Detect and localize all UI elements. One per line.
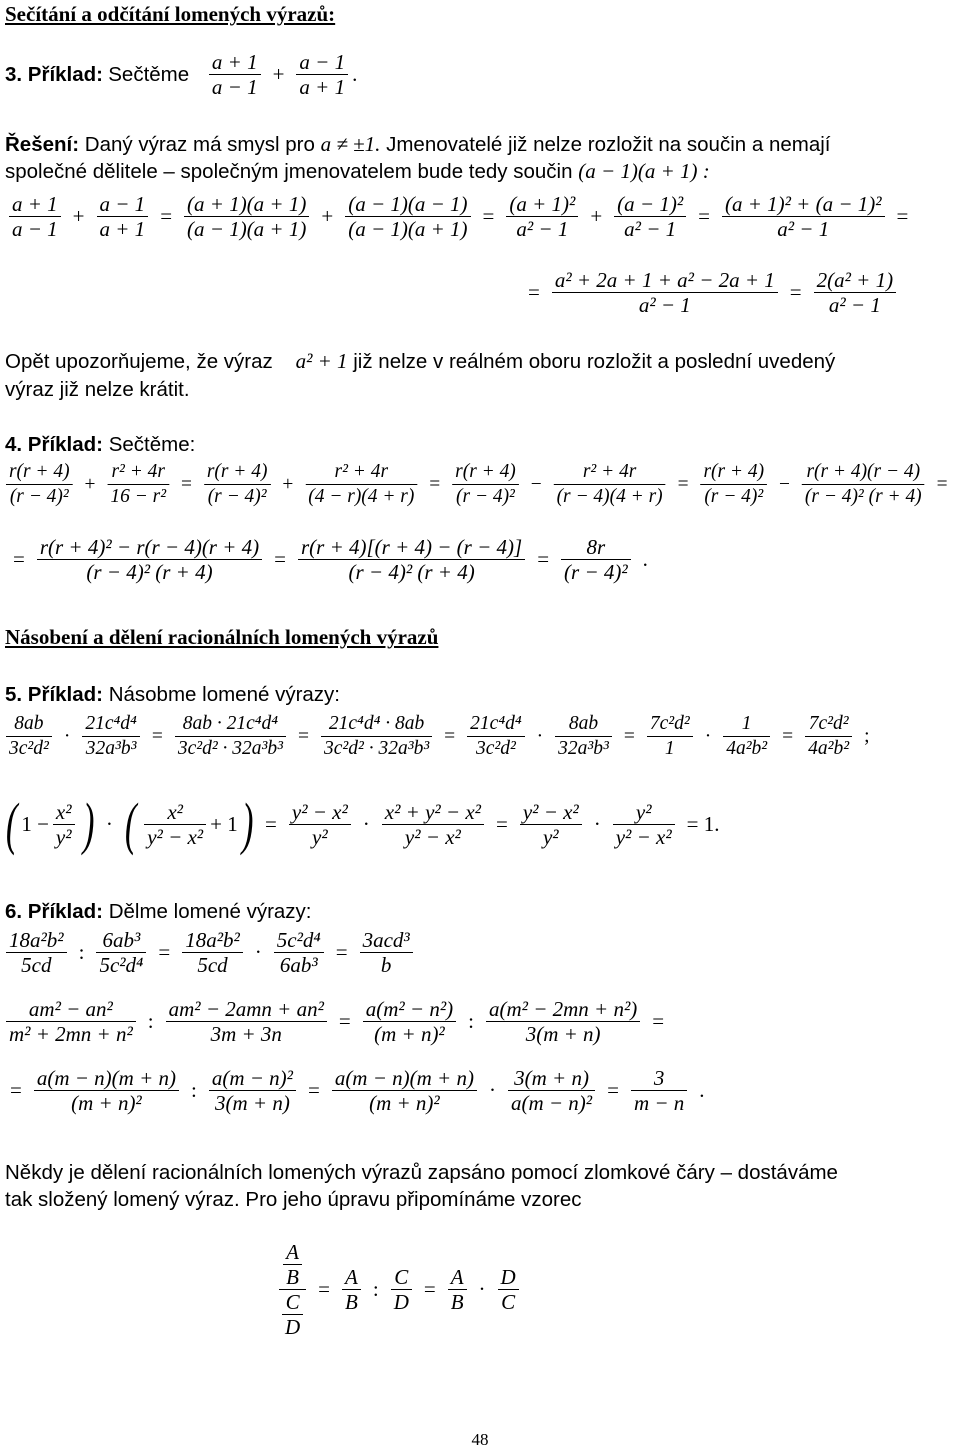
fraction — [631, 1066, 687, 1115]
numerator: a(m − n)(m + n) — [36, 1066, 176, 1090]
operator: : — [468, 1009, 474, 1033]
fraction: $\frac{\text{x²}}{\text{y²}}$ — [53, 800, 75, 849]
numerator: r(r + 4)(r − 4) — [806, 461, 921, 482]
denominator: (r − 4)² — [9, 486, 69, 507]
denominator: 6ab³ — [279, 953, 318, 977]
numerator: D — [500, 1265, 516, 1289]
example-6-header — [5, 899, 312, 925]
operator: · — [254, 940, 262, 964]
numerator: 8r — [586, 535, 606, 559]
fraction — [498, 1265, 519, 1314]
operator: + — [84, 473, 96, 495]
numerator: 2(a² + 1) — [816, 268, 894, 292]
fraction — [700, 460, 767, 509]
numerator: r(r + 4)[(r + 4) − (r − 4)] — [301, 535, 523, 559]
operator: = — [482, 204, 495, 228]
operator: · — [478, 1277, 486, 1301]
operator: = — [537, 547, 550, 571]
fraction — [209, 1066, 296, 1115]
denominator: y² — [312, 824, 328, 849]
denominator: 32a³b³ — [558, 738, 609, 759]
numerator: a + 1 — [12, 192, 58, 216]
numerator: y² — [635, 799, 652, 824]
numerator: am² − 2amn + an² — [168, 997, 324, 1021]
fraction — [34, 1066, 179, 1115]
fraction — [554, 460, 666, 509]
numerator: r(r + 4) — [8, 461, 70, 482]
example-verb: Násobme lomené výrazy: — [108, 683, 340, 706]
fraction — [107, 460, 169, 509]
fraction — [506, 192, 578, 241]
example-5-header — [5, 682, 340, 708]
operator: − — [530, 473, 542, 495]
operator: = — [318, 1277, 331, 1301]
numerator: a(m² − 2mn + n²) — [488, 997, 638, 1021]
denominator: (r − 4)² (r + 4) — [86, 560, 213, 584]
fraction — [360, 928, 413, 977]
operator: = — [782, 725, 794, 747]
numerator: (a + 1)² + (a − 1)² — [724, 192, 882, 216]
fraction — [6, 712, 52, 761]
numerator: 3 — [653, 1066, 665, 1090]
operator: : — [191, 1078, 197, 1102]
fraction — [805, 712, 852, 761]
note-text: Opět upozorňujeme, že výraz — [5, 350, 273, 373]
denominator: (r − 4)² — [704, 486, 764, 507]
paren: ( — [124, 791, 137, 856]
numerator: r(r + 4)² − r(r − 4)(r + 4) — [39, 535, 260, 559]
equation-row — [2, 712, 878, 761]
denominator: (a − 1)(a + 1) — [187, 217, 307, 241]
operator: = — [423, 1277, 436, 1301]
numerator: (a + 1)(a + 1) — [187, 192, 307, 216]
equation-row — [2, 460, 955, 509]
term: 1 − — [21, 811, 49, 836]
numerator: a − 1 — [99, 192, 146, 216]
numerator: r² + 4r — [582, 461, 637, 482]
operator: · — [362, 811, 370, 836]
solution-line-1 — [5, 131, 831, 158]
numerator: 3(m + n) — [514, 1066, 589, 1090]
numerator: 7c²d² — [808, 713, 849, 734]
denominator: 5cd — [197, 953, 228, 977]
denominator: (r − 4)² (r + 4) — [348, 560, 475, 584]
operator: : — [147, 1009, 154, 1033]
operator: = — [338, 1009, 351, 1033]
fraction — [175, 712, 286, 761]
denominator: 3c²d² · 32a³b³ — [177, 738, 283, 759]
numerator: A — [345, 1265, 358, 1289]
operator: = — [677, 473, 689, 495]
numerator: 18a²b² — [185, 928, 240, 952]
fraction — [305, 460, 417, 509]
numerator: 21c⁴d⁴ — [470, 713, 522, 734]
fraction — [722, 192, 885, 241]
operator: = — [298, 725, 309, 747]
operator: . — [642, 547, 648, 571]
denominator: 5c²d⁴ — [99, 953, 144, 977]
numerator: 8ab — [568, 713, 599, 734]
numerator: r² + 4r — [111, 461, 165, 482]
fraction — [613, 800, 675, 849]
fraction — [166, 997, 327, 1046]
operator: = — [307, 1078, 320, 1102]
numerator: (a − 1)(a − 1) — [348, 192, 468, 216]
denominator: m² + 2mn + n² — [9, 1022, 133, 1046]
operator: = 1. — [686, 811, 720, 836]
numerator: 8ab · 21c⁴d⁴ — [182, 713, 279, 734]
denominator: y² — [542, 824, 559, 849]
numerator: y² − x² — [291, 799, 348, 824]
fraction — [467, 712, 524, 761]
equation-continuation — [257, 800, 727, 849]
fraction — [448, 1265, 467, 1314]
operator: = — [429, 473, 441, 495]
fraction — [647, 712, 693, 761]
operator: . — [699, 1078, 705, 1102]
fraction — [486, 997, 640, 1046]
numerator: r(r + 4) — [206, 461, 268, 482]
operator: = — [896, 204, 909, 228]
fraction — [382, 800, 484, 849]
numerator: a(m − n)² — [211, 1066, 293, 1090]
operator: : — [78, 940, 85, 964]
paren: ( — [5, 791, 18, 856]
denominator: (4 − r)(4 + r) — [308, 486, 415, 507]
fraction — [9, 192, 61, 241]
equation-row — [2, 1066, 713, 1115]
denominator: B — [345, 1290, 358, 1314]
solution-text: společné dělitele – společným jmenovatelem bude tedy součin — [5, 160, 573, 183]
operator: : — [372, 1277, 379, 1301]
denominator: a² − 1 — [828, 293, 881, 317]
denominator: C — [501, 1290, 516, 1314]
section-heading: Násobení a dělení racionálních lomených výrazů — [5, 625, 439, 649]
operator: · — [704, 725, 712, 747]
fraction — [274, 928, 324, 977]
denominator: a(m − n)² — [510, 1091, 593, 1115]
fraction — [182, 928, 243, 977]
equation-row — [5, 192, 916, 241]
operator: = — [13, 547, 25, 571]
numerator: r² + 4r — [334, 461, 389, 482]
fraction — [289, 800, 351, 849]
denominator: y² − x² — [404, 824, 461, 849]
example-label: 3. Příklad: — [5, 62, 103, 86]
denominator: 32a³b³ — [85, 738, 137, 759]
equation-row — [2, 997, 672, 1046]
note-text: již nelze v reálném oboru rozložit a poslední uvedený — [353, 350, 836, 373]
operator: = — [789, 280, 802, 304]
numerator: a(m − n)(m + n) — [334, 1066, 474, 1090]
fraction — [508, 1066, 595, 1115]
numerator: 5c²d⁴ — [276, 928, 321, 952]
condition: a ≠ ±1. — [320, 132, 381, 156]
fraction — [82, 712, 139, 761]
denominator: 16 − r² — [110, 486, 167, 507]
fraction — [802, 460, 925, 509]
denominator: b — [380, 953, 392, 977]
numerator: 7c²d² — [649, 713, 690, 734]
numerator: x² + y² − x² — [384, 799, 481, 824]
operator: · — [63, 725, 71, 747]
denominator: 3c²d² — [475, 738, 516, 759]
example-label: 5. Příklad: — [5, 683, 103, 706]
numerator: 18a²b² — [9, 928, 64, 952]
operator: + — [282, 473, 294, 495]
fraction — [452, 460, 519, 509]
denominator: (r − 4)(4 + r) — [556, 486, 663, 507]
operator: = — [160, 204, 173, 228]
solution-text: Daný výraz má smysl pro — [84, 133, 315, 156]
numerator: C — [394, 1265, 409, 1289]
fraction — [552, 268, 778, 317]
numerator: 3acd³ — [362, 928, 410, 952]
operator: · — [488, 1078, 496, 1102]
operator: · — [593, 811, 601, 836]
denominator: (m + n)² — [369, 1091, 440, 1115]
denominator: a² − 1 — [638, 293, 691, 317]
denominator: 5cd — [21, 953, 52, 977]
solution-text: Jmenovatelé již nelze rozložit na součin a nemají — [386, 133, 831, 156]
term: + 1 — [210, 811, 238, 836]
formula-continuation — [310, 1265, 523, 1314]
note-expression: a² + 1 — [295, 349, 348, 373]
fraction — [321, 712, 432, 761]
denominator: (r − 4)² — [207, 486, 267, 507]
denominator: a² − 1 — [777, 217, 830, 241]
example-label: 6. Příklad: — [5, 900, 103, 923]
denominator: (r − 4)² — [564, 560, 628, 584]
fraction — [555, 712, 612, 761]
denominator: a + 1 — [99, 217, 146, 241]
example-verb: Dělme lomené výrazy: — [108, 900, 312, 923]
numerator: 21c⁴d⁴ · 8ab — [328, 713, 425, 734]
paren: ) — [241, 791, 254, 856]
fraction — [391, 1265, 412, 1314]
fraction — [6, 928, 67, 977]
denominator: 4a²b² — [726, 738, 768, 759]
fraction — [345, 192, 470, 241]
denominator: (m + n)² — [71, 1091, 142, 1115]
fraction — [363, 997, 456, 1046]
operator: ; — [864, 725, 870, 747]
example-verb: Sečtěme — [108, 62, 190, 86]
equation-row — [2, 791, 727, 856]
numerator: a² + 2a + 1 + a² − 2a + 1 — [554, 268, 775, 292]
product-expression: (a − 1)(a + 1) : — [578, 159, 710, 183]
operator: = — [265, 811, 277, 836]
fraction — [342, 1265, 361, 1314]
fraction: $\frac{a + 1}{a - 1}$ — [209, 50, 261, 99]
denominator: m − n — [633, 1091, 685, 1115]
operator: = — [151, 725, 163, 747]
denominator: D — [393, 1290, 409, 1314]
fraction: $\frac{\text{x²}}{\text{y² − x²}}$ — [144, 800, 206, 849]
example-3-header — [5, 50, 357, 99]
page-number: 48 — [471, 1430, 489, 1449]
example-verb: Sečtěme: — [108, 433, 196, 456]
operator: = — [698, 204, 710, 228]
operator: = — [444, 725, 456, 747]
example-4-header — [5, 432, 195, 458]
equation-row — [520, 268, 900, 317]
operator: · — [536, 725, 544, 747]
operator: + — [321, 204, 334, 228]
fraction — [520, 800, 582, 849]
operator: · — [105, 811, 113, 836]
denominator: 3c²d² · 32a³b³ — [324, 738, 430, 759]
operator: = — [335, 940, 348, 964]
paren: ) — [82, 791, 95, 856]
closing-line-2: tak složený lomený výraz. Pro jeho úpravu připomínáme vzorec — [5, 1188, 582, 1211]
denominator: 4a²b² — [808, 738, 850, 759]
operator: + — [272, 62, 285, 86]
operator: + — [590, 204, 603, 228]
denominator: (r − 4)² (r + 4) — [804, 486, 922, 507]
numerator: (a + 1)² — [509, 192, 576, 216]
numerator: a(m² − n²) — [365, 997, 454, 1021]
denominator: 3c²d² — [9, 738, 49, 759]
operator: = — [607, 1078, 619, 1102]
fraction — [723, 712, 770, 761]
denominator: B — [450, 1290, 464, 1314]
solution-line-2 — [5, 158, 710, 185]
fraction — [204, 460, 271, 509]
denominator: (m + n)² — [374, 1022, 445, 1046]
operator: = — [10, 1078, 22, 1102]
denominator: a − 1 — [12, 217, 58, 241]
numerator: 21c⁴d⁴ — [85, 713, 137, 734]
numerator: 6ab³ — [102, 928, 141, 952]
denominator: 3(m + n) — [214, 1091, 290, 1115]
fraction — [614, 192, 686, 241]
fraction — [332, 1066, 477, 1115]
operator: = — [495, 811, 508, 836]
fraction — [561, 535, 631, 584]
solution-label: Řešení: — [5, 133, 80, 156]
fraction — [184, 192, 309, 241]
note-line-1 — [5, 348, 835, 375]
denominator: a² − 1 — [624, 217, 677, 241]
denominator: 1 — [664, 738, 675, 759]
numerator: 8ab — [14, 713, 44, 734]
section-heading: Sečítání a odčítání lomených výrazů: — [5, 2, 336, 26]
numerator: (a − 1)² — [617, 192, 684, 216]
period: . — [352, 62, 358, 86]
note-line-2: výraz již nelze krátit. — [5, 378, 190, 401]
numerator: r(r + 4) — [703, 461, 765, 482]
operator: = — [936, 473, 948, 495]
denominator: y² − x² — [615, 824, 672, 849]
denominator: 3(m + n) — [525, 1022, 601, 1046]
equation-row — [5, 535, 656, 584]
operator: = — [274, 547, 286, 571]
numerator: A — [450, 1265, 464, 1289]
numerator: r(r + 4) — [455, 461, 516, 482]
operator: + — [72, 204, 85, 228]
fraction — [37, 535, 262, 584]
example-label: 4. Příklad: — [5, 433, 103, 456]
operator: − — [779, 473, 790, 495]
numerator: 1 — [741, 713, 752, 734]
fraction — [6, 997, 136, 1046]
numerator: y² − x² — [522, 799, 579, 824]
denominator: 3m + 3n — [210, 1022, 282, 1046]
operator: = — [623, 725, 635, 747]
closing-line-1: Někdy je dělení racionálních lomených výrazů zapsáno pomocí zlomkové čáry – dostáváme — [5, 1161, 838, 1184]
equation-row — [2, 928, 417, 977]
fraction: $\frac{a - 1}{a + 1}$ — [296, 50, 348, 99]
compound-fraction-formula — [275, 1240, 523, 1339]
numerator: am² − an² — [28, 997, 113, 1021]
fraction — [97, 192, 149, 241]
operator: = — [652, 1009, 665, 1033]
operator: = — [180, 473, 192, 495]
denominator: a² − 1 — [516, 217, 569, 241]
fraction — [6, 460, 73, 509]
denominator: (r − 4)² — [456, 486, 515, 507]
compound-fraction: $\frac{\frac{A}{B}}{\frac{C}{D}}$ — [279, 1240, 306, 1339]
fraction — [96, 928, 146, 977]
denominator: (a − 1)(a + 1) — [348, 217, 468, 241]
fraction — [298, 535, 525, 584]
operator: = — [528, 280, 540, 304]
fraction — [814, 268, 896, 317]
operator: = — [158, 940, 171, 964]
